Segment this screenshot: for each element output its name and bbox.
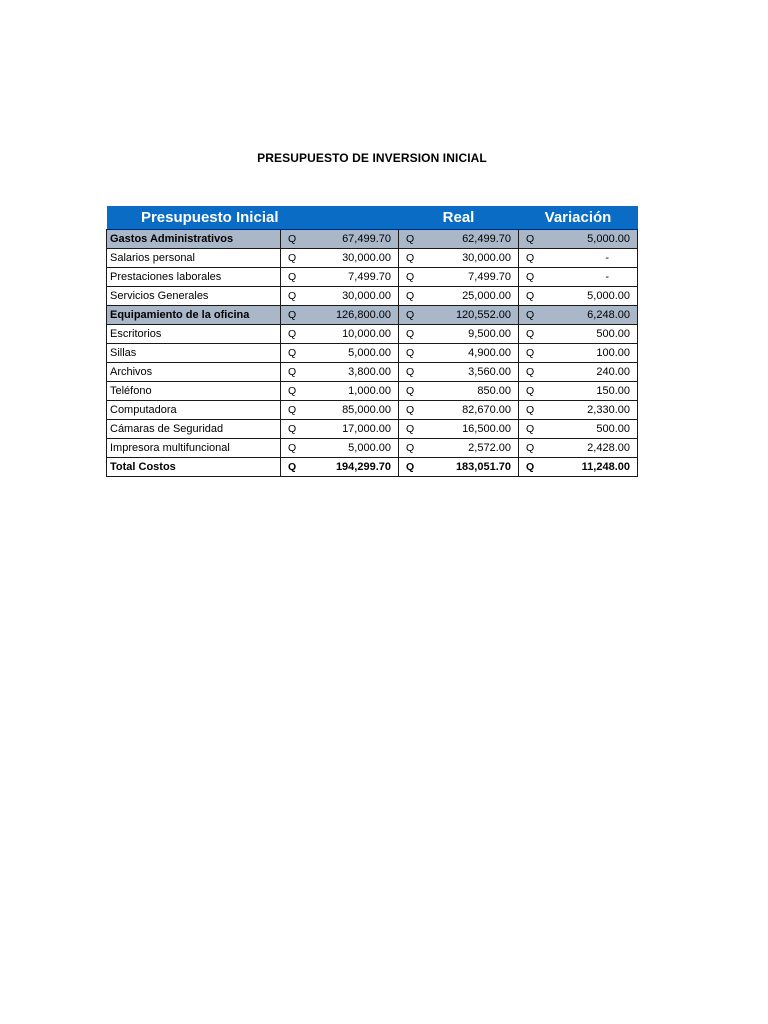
concept-cell: Cámaras de Seguridad: [107, 420, 281, 439]
currency-cell: Q: [281, 325, 309, 344]
table-header-row: [107, 206, 638, 230]
currency-cell: Q: [281, 363, 309, 382]
concept-cell: Computadora: [107, 401, 281, 420]
header-spacer: [309, 206, 399, 230]
variation-amount-cell: 6,248.00: [547, 306, 638, 325]
initial-amount-cell: 126,800.00: [309, 306, 399, 325]
variation-amount-cell: 2,330.00: [547, 401, 638, 420]
currency-cell: Q: [281, 230, 309, 249]
currency-cell: Q: [281, 382, 309, 401]
concept-cell: Prestaciones laborales: [107, 268, 281, 287]
variation-amount-cell: 5,000.00: [547, 287, 638, 306]
initial-amount-cell: 3,800.00: [309, 363, 399, 382]
variation-amount-cell: 11,248.00: [547, 458, 638, 477]
currency-cell: Q: [519, 249, 547, 268]
initial-amount-cell: 30,000.00: [309, 287, 399, 306]
currency-cell: Q: [399, 458, 427, 477]
concept-cell: Impresora multifuncional: [107, 439, 281, 458]
concept-cell: Equipamiento de la oficina: [107, 306, 281, 325]
currency-cell: Q: [399, 325, 427, 344]
currency-cell: Q: [281, 306, 309, 325]
header-initial-budget: Presupuesto Inicial: [107, 206, 281, 230]
currency-cell: Q: [519, 268, 547, 287]
currency-cell: Q: [281, 268, 309, 287]
currency-cell: Q: [399, 306, 427, 325]
total-row: [107, 458, 638, 477]
real-amount-cell: 850.00: [427, 382, 519, 401]
concept-cell: Salarios personal: [107, 249, 281, 268]
table-row: [107, 325, 638, 344]
initial-amount-cell: 17,000.00: [309, 420, 399, 439]
document-title: PRESUPUESTO DE INVERSION INICIAL: [257, 151, 487, 165]
real-amount-cell: 183,051.70: [427, 458, 519, 477]
currency-cell: Q: [399, 363, 427, 382]
concept-cell: Servicios Generales: [107, 287, 281, 306]
section-row: [107, 230, 638, 249]
header-variation: Variación: [519, 206, 638, 230]
table-row: [107, 382, 638, 401]
real-amount-cell: 3,560.00: [427, 363, 519, 382]
variation-amount-cell: 5,000.00: [547, 230, 638, 249]
variation-amount-cell: 100.00: [547, 344, 638, 363]
variation-amount-cell: -: [547, 268, 638, 287]
real-amount-cell: 82,670.00: [427, 401, 519, 420]
variation-amount-cell: 2,428.00: [547, 439, 638, 458]
currency-cell: Q: [519, 230, 547, 249]
real-amount-cell: 7,499.70: [427, 268, 519, 287]
currency-cell: Q: [519, 420, 547, 439]
initial-amount-cell: 5,000.00: [309, 344, 399, 363]
initial-amount-cell: 85,000.00: [309, 401, 399, 420]
currency-cell: Q: [281, 420, 309, 439]
currency-cell: Q: [281, 439, 309, 458]
currency-cell: Q: [519, 439, 547, 458]
concept-cell: Gastos Administrativos: [107, 230, 281, 249]
variation-amount-cell: -: [547, 249, 638, 268]
currency-cell: Q: [399, 230, 427, 249]
variation-amount-cell: 240.00: [547, 363, 638, 382]
currency-cell: Q: [519, 458, 547, 477]
table-row: [107, 439, 638, 458]
real-amount-cell: 2,572.00: [427, 439, 519, 458]
initial-amount-cell: 30,000.00: [309, 249, 399, 268]
currency-cell: Q: [519, 325, 547, 344]
currency-cell: Q: [281, 287, 309, 306]
variation-amount-cell: 500.00: [547, 325, 638, 344]
initial-amount-cell: 5,000.00: [309, 439, 399, 458]
initial-amount-cell: 194,299.70: [309, 458, 399, 477]
currency-cell: Q: [281, 249, 309, 268]
currency-cell: Q: [399, 249, 427, 268]
real-amount-cell: 4,900.00: [427, 344, 519, 363]
variation-amount-cell: 500.00: [547, 420, 638, 439]
variation-amount-cell: 150.00: [547, 382, 638, 401]
table-row: [107, 363, 638, 382]
section-row: [107, 306, 638, 325]
table-row: [107, 268, 638, 287]
currency-cell: Q: [399, 287, 427, 306]
concept-cell: Archivos: [107, 363, 281, 382]
currency-cell: Q: [281, 458, 309, 477]
table-row: [107, 420, 638, 439]
real-amount-cell: 30,000.00: [427, 249, 519, 268]
concept-cell: Sillas: [107, 344, 281, 363]
currency-cell: Q: [399, 420, 427, 439]
currency-cell: Q: [399, 344, 427, 363]
real-amount-cell: 9,500.00: [427, 325, 519, 344]
currency-cell: Q: [519, 382, 547, 401]
concept-cell: Teléfono: [107, 382, 281, 401]
currency-cell: Q: [519, 287, 547, 306]
currency-cell: Q: [519, 401, 547, 420]
initial-amount-cell: 67,499.70: [309, 230, 399, 249]
table-row: [107, 344, 638, 363]
budget-table: [106, 206, 638, 477]
real-amount-cell: 16,500.00: [427, 420, 519, 439]
currency-cell: Q: [519, 306, 547, 325]
initial-amount-cell: 10,000.00: [309, 325, 399, 344]
table-row: [107, 249, 638, 268]
currency-cell: Q: [519, 363, 547, 382]
currency-cell: Q: [519, 344, 547, 363]
real-amount-cell: 25,000.00: [427, 287, 519, 306]
table-row: [107, 401, 638, 420]
currency-cell: Q: [281, 344, 309, 363]
real-amount-cell: 120,552.00: [427, 306, 519, 325]
initial-amount-cell: 1,000.00: [309, 382, 399, 401]
currency-cell: Q: [399, 439, 427, 458]
table-body: [107, 230, 638, 477]
real-amount-cell: 62,499.70: [427, 230, 519, 249]
currency-cell: Q: [399, 382, 427, 401]
currency-cell: Q: [281, 401, 309, 420]
concept-cell: Escritorios: [107, 325, 281, 344]
currency-cell: Q: [399, 268, 427, 287]
header-spacer: [281, 206, 309, 230]
initial-amount-cell: 7,499.70: [309, 268, 399, 287]
table-row: [107, 287, 638, 306]
currency-cell: Q: [399, 401, 427, 420]
concept-cell: Total Costos: [107, 458, 281, 477]
header-real: Real: [399, 206, 519, 230]
